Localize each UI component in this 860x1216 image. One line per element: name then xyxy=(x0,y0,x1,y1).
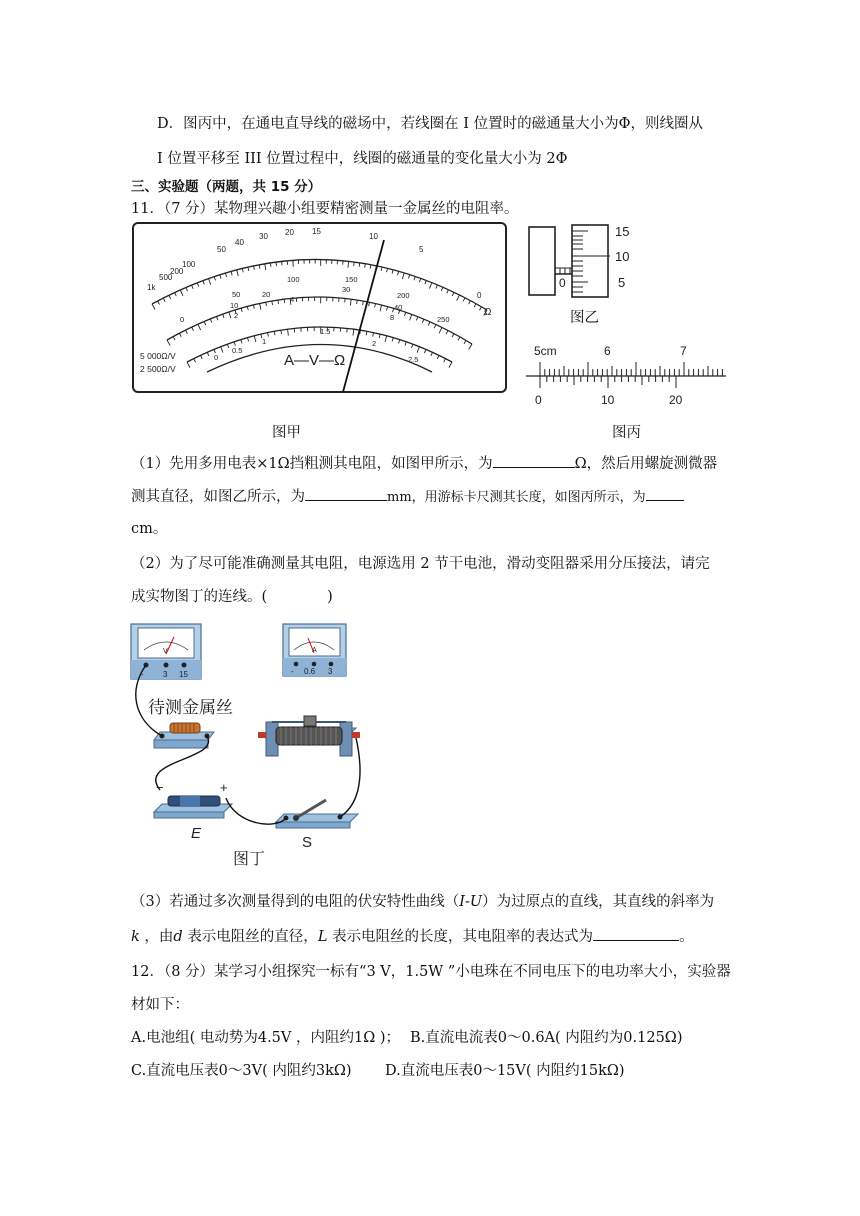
q11-p3-text-a: （3）若通过多次测量得到的电阻的伏安特性曲线（ xyxy=(131,894,460,910)
micrometer-tick-15: 15 xyxy=(615,224,630,239)
micrometer-tick-10: 10 xyxy=(615,249,630,264)
q11-p3-text-f: 表示电阻丝的直径， xyxy=(187,929,318,945)
dc-tick-label: 20 xyxy=(262,290,271,299)
dc-tick-label: 2 xyxy=(234,311,239,320)
ohm-tick-label: 30 xyxy=(259,232,268,241)
micrometer-tick-5: 5 xyxy=(618,275,626,290)
battery[interactable] xyxy=(154,780,232,842)
vernier-caliper-figure xyxy=(526,342,731,412)
ohm-tick-label: 200 xyxy=(170,267,184,276)
q12-item-d: D.直流电压表0～15V( 内阻约15kΩ) xyxy=(385,1063,625,1079)
caliper-main-label: 6 xyxy=(604,344,611,358)
micrometer-figure xyxy=(528,224,648,299)
q11-p3-text-h: 表示电阻丝的长度，其电阻率的表达式为 xyxy=(332,929,594,945)
section-title: 三、实验题（两题，共 15 分） xyxy=(131,179,322,195)
ohm-tick-label: 15 xyxy=(312,227,321,236)
circuit-figure xyxy=(126,620,366,870)
battery-plus: + xyxy=(220,780,228,795)
q11-p3-text-i: 。 xyxy=(679,929,694,945)
dc-tick-label: 0 xyxy=(180,315,185,324)
q11-part2-line2 xyxy=(131,585,333,606)
fig-bing-caption: 图丙 xyxy=(612,425,641,441)
meter-label: A—V—Ω xyxy=(284,352,346,369)
ohm-tick-label: 0 xyxy=(477,291,482,300)
dc-tick-label: 30 xyxy=(342,285,351,294)
voltmeter-letter: V xyxy=(163,648,168,655)
q11-p3-iu: I-U xyxy=(459,894,483,910)
ac-tick-label: 2 xyxy=(372,339,377,348)
q11-p1-text-b: Ω，然后用螺旋测微器 xyxy=(574,456,718,472)
caliper-vernier-label: 0 xyxy=(535,393,542,407)
q11-part1-line3: cm。 xyxy=(131,521,168,537)
metal-wire-label: 待测金属丝 xyxy=(148,698,233,717)
caliper-vernier-label: 20 xyxy=(669,393,683,407)
ohm-tick-label: 100 xyxy=(182,260,196,269)
micrometer-zero: 0 xyxy=(559,276,566,290)
dc-tick-label: 50 xyxy=(232,290,241,299)
ac-tick-label: 1 xyxy=(262,337,267,346)
q11-p1-text-c: 测其直径，如图乙所示，为 xyxy=(131,489,305,505)
fig-jia-caption: 图甲 xyxy=(272,425,301,441)
dc-tick-label: 250 xyxy=(437,315,450,324)
caliper-main-label: 7 xyxy=(680,344,687,358)
ohm-tick-label: 5 xyxy=(419,245,424,254)
q12-item-b: B.直流电流表0～0.6A( 内阻约为0.125Ω) xyxy=(410,1030,683,1046)
answer-blank-length[interactable] xyxy=(646,486,684,501)
q11-p2-text-b: 成实物图丁的连线。( xyxy=(131,589,268,605)
q11-p3-k: k xyxy=(131,929,140,945)
caliper-main-label: 5cm xyxy=(534,344,557,358)
switch-label: S xyxy=(302,834,313,851)
q11-p3-text-d: ，由 xyxy=(144,929,174,945)
q11-p1-text-d: mm，用游标卡尺测其长度，如图丙所示，为 xyxy=(387,490,646,505)
ammeter-letter: A xyxy=(312,647,317,654)
ohm-symbol: Ω xyxy=(484,307,492,318)
fig-yi-caption: 图乙 xyxy=(570,310,599,326)
ohm-tick-label: 20 xyxy=(285,228,294,237)
ammeter-terminal: 0.6 xyxy=(304,667,316,676)
ammeter-terminal: 3 xyxy=(328,667,333,676)
battery-minus: − xyxy=(156,780,164,795)
ohm-tick-label: 50 xyxy=(217,245,226,254)
q11-part3-line2 xyxy=(131,925,694,946)
q11-p1-text-a: （1）先用多用电表×1Ω挡粗测其电阻，如图甲所示，为 xyxy=(131,456,493,472)
metal-wire-component[interactable] xyxy=(154,723,214,748)
dc-tick-label: 10 xyxy=(230,301,239,310)
ac-tick-label: 2.5 xyxy=(408,355,419,364)
option-d-line2: I 位置平移至 III 位置过程中，线圈的磁通量的变化量大小为 2Φ xyxy=(157,151,568,167)
voltmeter-terminal: 15 xyxy=(179,670,188,679)
q12-stem-line1: 12．（8 分）某学习小组探究一标有“3 V，1.5W ”小电珠在不同电压下的电功率大小，实验器 xyxy=(131,964,731,980)
q11-part2-line1: （2）为了尽可能准确测量其电阻，电源选用 2 节干电池，滑动变阻器采用分压接法，请完 xyxy=(131,556,710,572)
switch[interactable] xyxy=(276,800,358,851)
answer-blank-resistance[interactable] xyxy=(493,453,575,468)
answer-blank-diameter[interactable] xyxy=(305,486,387,501)
sensitivity-label-1: 5 000Ω/V xyxy=(140,351,176,361)
dc-tick-label: 150 xyxy=(345,275,358,284)
caliper-vernier-label: 10 xyxy=(601,393,615,407)
option-d-line1: D．图丙中，在通电直导线的磁场中，若线圈在 I 位置时的磁通量大小为Φ，则线圈从 xyxy=(157,116,703,132)
ohm-tick-label: 500 xyxy=(159,273,173,282)
q11-p3-d: d xyxy=(173,929,183,945)
ac-tick-label: 1.5 xyxy=(320,327,331,336)
multimeter-dial-figure xyxy=(132,222,508,394)
q11-stem: 11．（7 分）某物理兴趣小组要精密测量一金属丝的电阻率。 xyxy=(131,201,519,217)
q11-p3-L: L xyxy=(317,929,328,945)
ac-tick-label: 0 xyxy=(214,353,219,362)
ohm-tick-label: 1k xyxy=(147,283,156,292)
q11-part3-line1 xyxy=(131,890,714,911)
battery-label: E xyxy=(191,825,202,842)
sensitivity-label-2: 2 500Ω/V xyxy=(140,364,176,374)
dc-tick-label: 8 xyxy=(390,313,395,322)
q12-stem-line2: 材如下： xyxy=(131,997,189,1013)
q11-part1-line2 xyxy=(131,485,684,506)
ac-tick-label: 0.5 xyxy=(232,346,243,355)
ohm-tick-label: 40 xyxy=(235,238,244,247)
q11-p2-text-c: ) xyxy=(327,589,333,605)
q12-item-a: A.电池组( 电动势为4.5V ，内阻约1Ω )； xyxy=(131,1030,400,1046)
dc-tick-label: 100 xyxy=(287,275,300,284)
q11-p3-text-b: ）为过原点的直线，其直线的斜率为 xyxy=(482,894,715,910)
dc-tick-label: 40 xyxy=(394,303,403,312)
voltmeter-terminal: 3 xyxy=(163,670,168,679)
answer-blank-resistivity[interactable] xyxy=(593,926,679,941)
q11-part1-line1 xyxy=(131,452,717,473)
q12-item-c: C.直流电压表0～3V( 内阻约3kΩ) xyxy=(131,1063,352,1079)
voltmeter-terminal: - xyxy=(141,670,144,679)
dc-tick-label: 4 xyxy=(290,295,295,304)
dc-tick-label: 200 xyxy=(397,291,410,300)
ammeter-terminal: - xyxy=(291,667,294,676)
ammeter[interactable] xyxy=(283,624,346,676)
fig-ding-caption: 图丁 xyxy=(233,851,266,868)
ohm-tick-label: 10 xyxy=(369,232,378,241)
rheostat[interactable] xyxy=(258,716,360,756)
